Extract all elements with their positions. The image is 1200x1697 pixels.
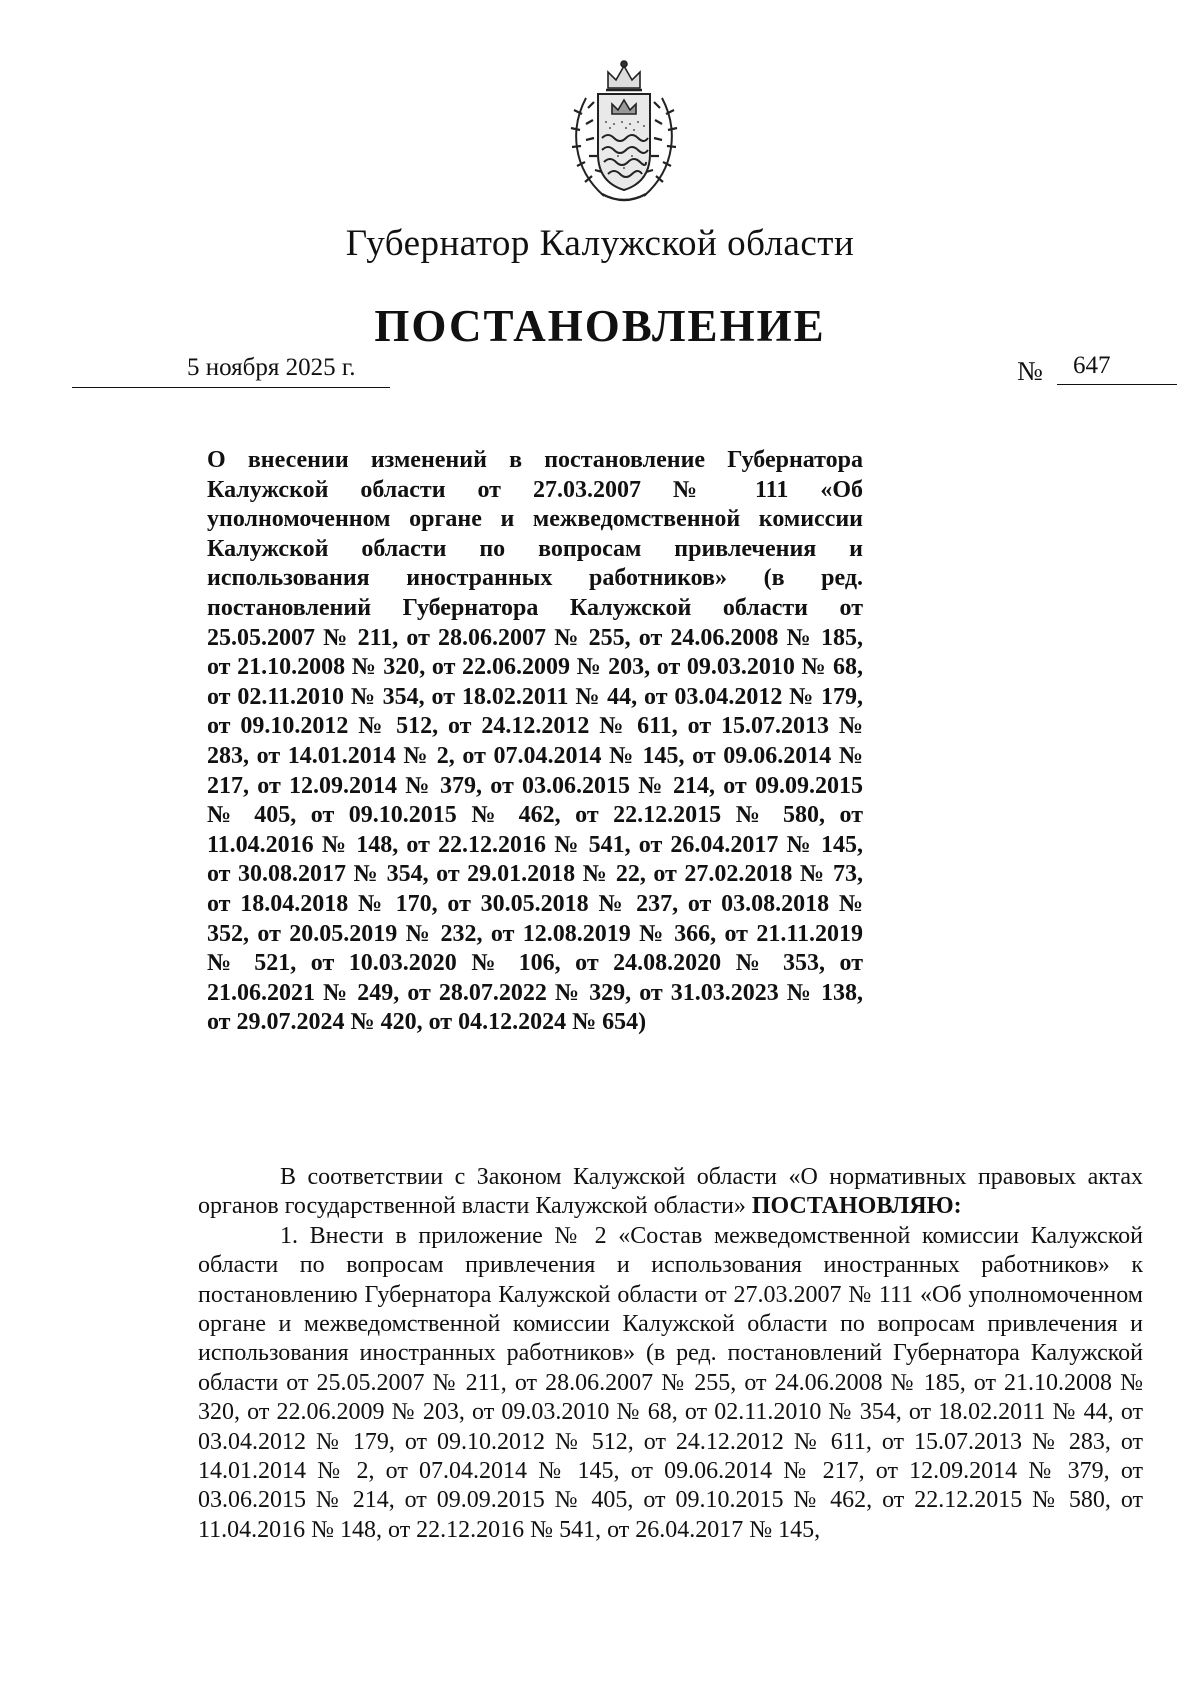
issuing-authority: Губернатор Калужской области (345, 223, 855, 264)
item-1-paragraph: 1. Внести в приложение № 2 «Состав межведомственной комиссии Калужской области по вопросам привлечения и использования иностранных работников» к постановлению Губернатора Калужской области от 27.03.2007 № 111 «Об уполномоченном органе и межведомственной комиссии Калужской области по вопросам привлечения и использования иностранных работников» (в ред. постановлений Губернатора Калужской области от 25.05.2007 № 211, от 28.06.2007 № 255, от 24.06.2008 № 185, от 21.10.2008 № 320, от 22.06.2009 № 203, от 09.03.2010 № 68, от 02.11.2010 № 354, от 18.02.2011 № 44, от 03.04.2012 № 179, от 09.10.2012 № 512, от 24.12.2012 № 611, от 15.07.2013 № 283, от 14.01.2014 № 2, от 07.04.2014 № 145, от 09.06.2014 № 217, от 12.09.2014 № 379, от 03.06.2015 № 214, от 09.09.2015 № 405, от 09.10.2015 № 462, от 22.12.2015 № 580, от 11.04.2016 № 148, от 22.12.2016 № 541, от 26.04.2017 № 145, (198, 1222, 1143, 1543)
document-subject: О внесении изменений в постановление Губернатора Калужской области от 27.03.2007 № 111 «Об уполномоченном органе и межведомственной комиссии Калужской области по вопросам привлечения и использования иностранных работников» (в ред. постановлений Губернатора Калужской области от 25.05.2007 № 211, от 28.06.2007 № 255, от 24.06.2008 № 185, от 21.10.2008 № 320, от 22.06.2009 № 203, от 09.03.2010 № 68, от 02.11.2010 № 354, от 18.02.2011 № 44, от 03.04.2012 № 179, от 09.10.2012 № 512, от 24.12.2012 № 611, от 15.07.2013 № 283, от 14.01.2014 № 2, от 07.04.2014 № 145, от 09.06.2014 № 217, от 12.09.2014 № 379, от 03.06.2015 № 214, от 09.09.2015 № 405, от 09.10.2015 № 462, от 22.12.2015 № 580, от 11.04.2016 № 148, от 22.12.2016 № 541, от 26.04.2017 № 145, от 30.08.2017 № 354, от 29.01.2018 № 22, от 27.02.2018 № 73, от 18.04.2018 № 170, от 30.05.2018 № 237, от 03.08.2018 № 352, от 20.05.2019 № 232, от 12.08.2019 № 366, от 21.11.2019 № 521, от 10.03.2020 № 106, от 24.08.2020 № 353, от 21.06.2021 № 249, от 28.07.2022 № 329, от 31.03.2023 № 138, от 29.07.2024 № 420, от 04.12.2024 № 654) (207, 447, 863, 1036)
coat-of-arms-icon (564, 58, 684, 206)
document-number-field (1017, 350, 1177, 390)
document-date: 5 ноября 2025 г. (187, 354, 356, 381)
preamble-paragraph (198, 1163, 1143, 1222)
preamble-text: В соответствии с Законом Калужской области «О нормативных правовых актах органов государственной власти Калужской области» (198, 1164, 1143, 1220)
document-number: 647 (1073, 352, 1111, 379)
document-body (198, 1163, 1143, 1545)
date-underline (72, 387, 390, 388)
document-type-title: ПОСТАНОВЛЕНИЕ (374, 301, 826, 351)
decree-keyword: ПОСТАНОВЛЯЮ: (751, 1193, 962, 1220)
document-date-field (72, 346, 392, 386)
number-underline (1057, 384, 1177, 385)
number-sign: № (1017, 356, 1043, 386)
